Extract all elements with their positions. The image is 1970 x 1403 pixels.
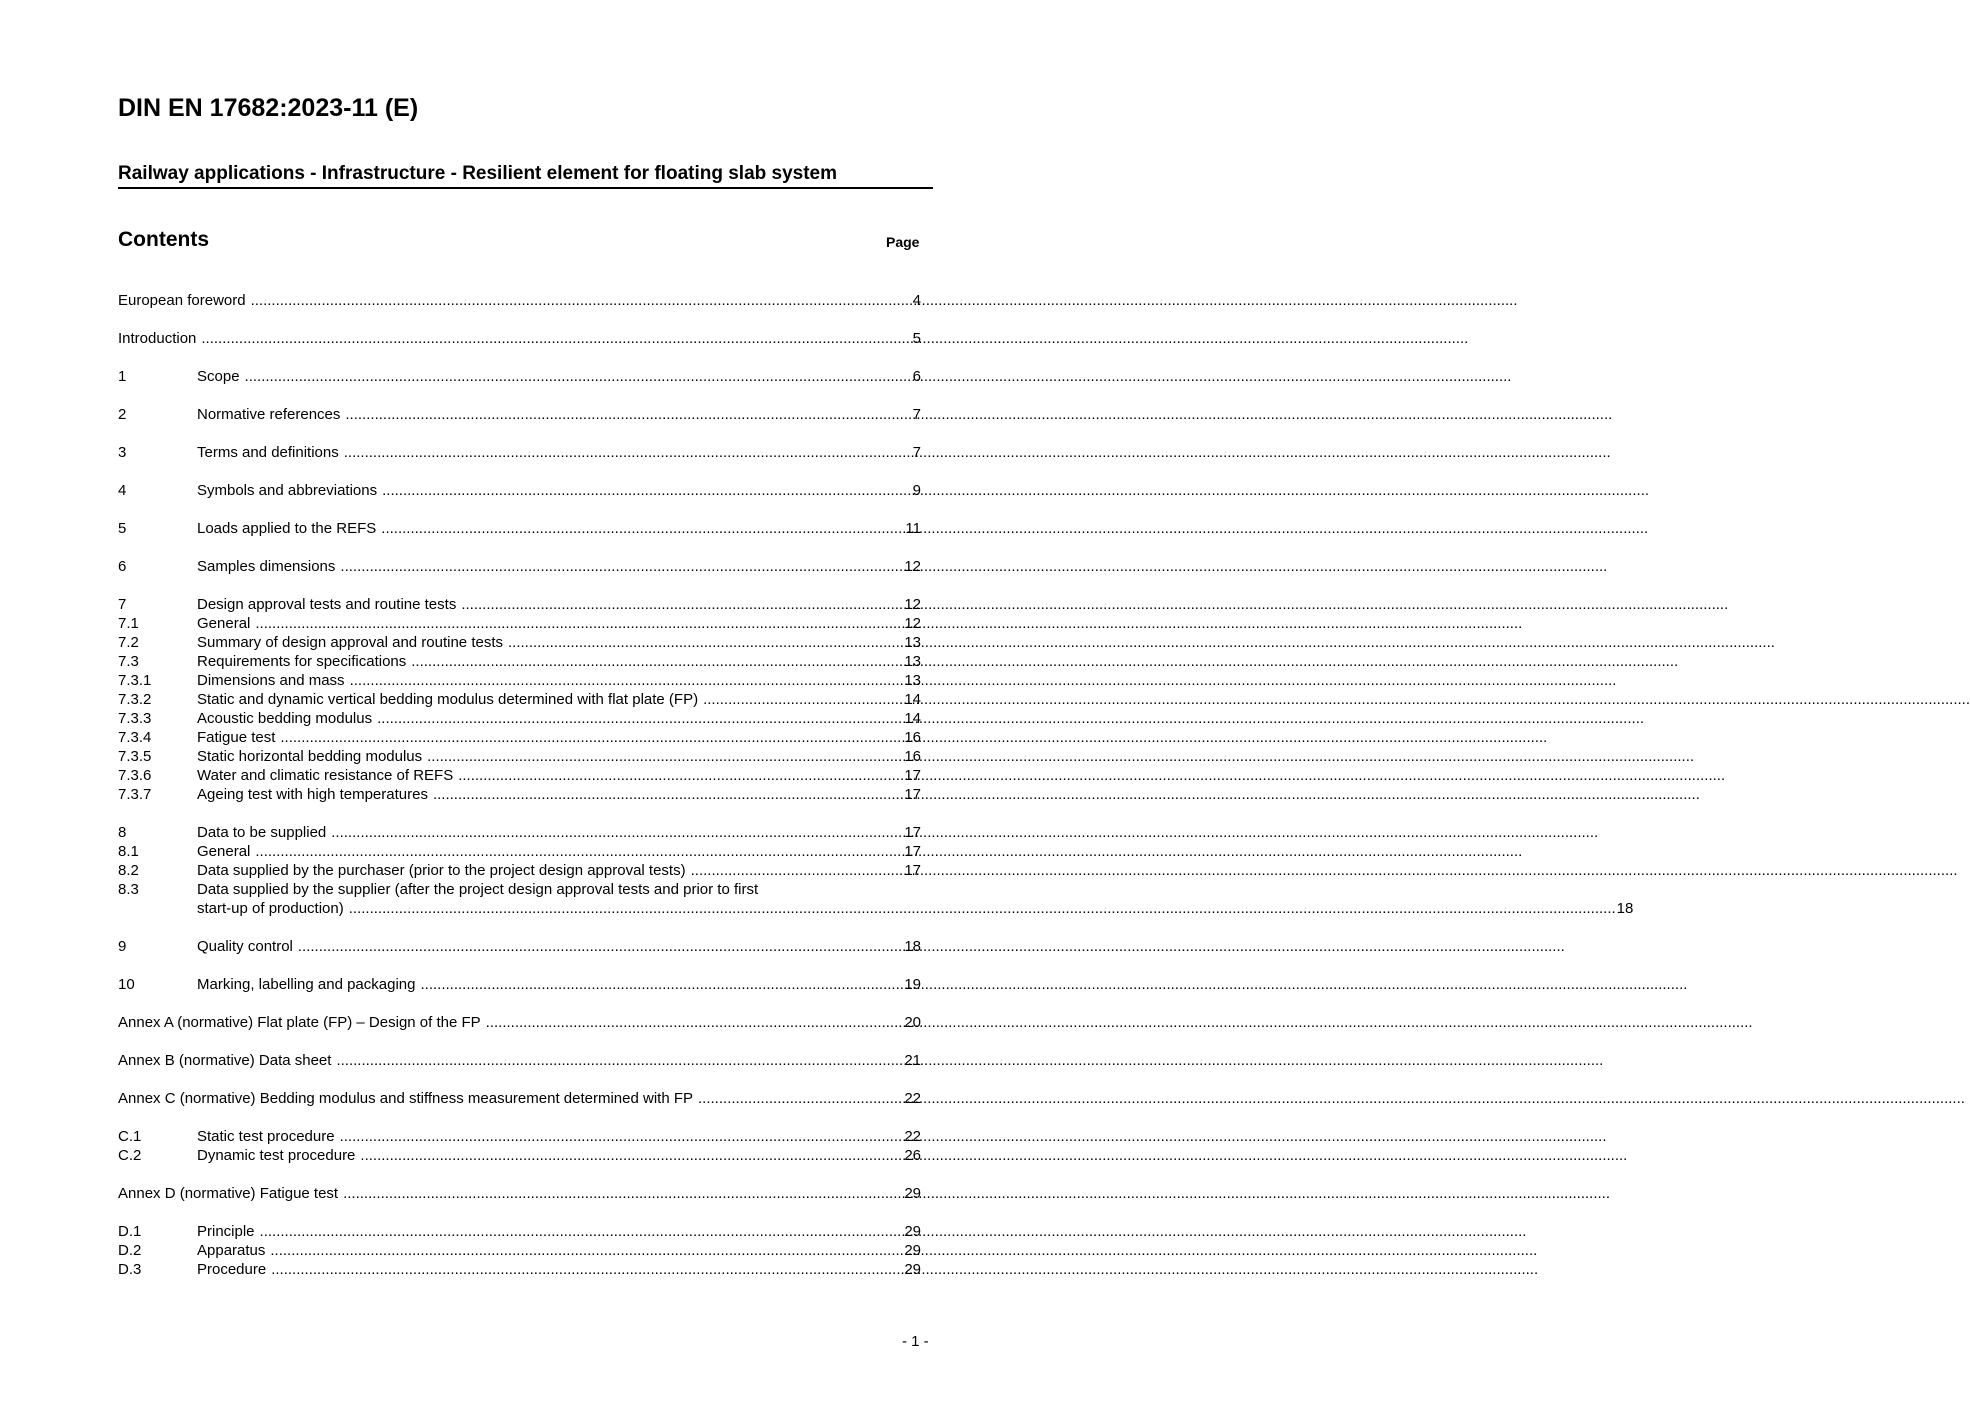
- toc-entry-page: 17: [904, 843, 921, 860]
- toc-entry-number: C.2: [118, 1147, 142, 1164]
- toc-entry-page: 19: [904, 976, 921, 993]
- toc-entry-title: Static horizontal bedding modulus: [197, 748, 423, 765]
- toc-entry-annex-a[interactable]: [118, 1013, 921, 1032]
- toc-entry-title: Annex A (normative) Flat plate (FP) – Design of the FP: [118, 1014, 481, 1031]
- toc-entry-page: 14: [904, 691, 921, 708]
- toc-entry-page: 18: [904, 938, 921, 955]
- toc-entry-number: 7.3: [118, 653, 139, 670]
- toc-entry-5[interactable]: [118, 519, 921, 538]
- toc-entry-1[interactable]: [118, 367, 921, 386]
- toc-entry-page: 29: [904, 1242, 921, 1259]
- toc-entry-page: 17: [904, 824, 921, 841]
- toc-entry-8-2[interactable]: [118, 861, 921, 880]
- toc-entry-page: 20: [904, 1014, 921, 1031]
- toc-entry-title: Static and dynamic vertical bedding modulus determined with flat plate (FP): [197, 691, 699, 708]
- toc-entry-number: 4: [118, 482, 127, 499]
- toc-entry-title: Quality control: [197, 938, 293, 955]
- toc-entry-title: Terms and definitions: [197, 444, 339, 461]
- toc-entry-7-3-4[interactable]: [118, 728, 921, 747]
- toc-entry-number: 3: [118, 444, 127, 461]
- document-title: Railway applications - Infrastructure - Resilient element for floating slab system: [118, 163, 933, 189]
- toc-entry-page: 29: [904, 1185, 921, 1202]
- toc-entry-title: Annex D (normative) Fatigue test: [118, 1185, 339, 1202]
- toc-entry-page: 18: [1616, 900, 1634, 917]
- toc-entry-title: Principle: [197, 1223, 255, 1240]
- toc-entry-10[interactable]: [118, 975, 921, 994]
- toc-entry-title: Marking, labelling and packaging: [197, 976, 416, 993]
- toc-entry-title: Summary of design approval and routine tests: [197, 634, 503, 651]
- page-column-heading: Page: [886, 234, 920, 250]
- toc-entry-8[interactable]: [118, 823, 921, 842]
- toc-entry-8-1[interactable]: [118, 842, 921, 861]
- toc-entry-number: 7.3.4: [118, 729, 152, 746]
- toc-entry-introduction[interactable]: [118, 329, 921, 348]
- toc-entry-title: Dimensions and mass: [197, 672, 345, 689]
- toc-entry-title: Static test procedure: [197, 1128, 335, 1145]
- toc-entry-title-line2: start-up of production): [197, 900, 344, 917]
- toc-entry-2[interactable]: [118, 405, 921, 424]
- toc-entry-number: C.1: [118, 1128, 142, 1145]
- toc-entry-number: 7.3.7: [118, 786, 152, 803]
- toc-entry-page: 12: [904, 558, 921, 575]
- toc-entry-number: 8: [118, 824, 127, 841]
- toc-entry-title: Introduction: [118, 330, 197, 347]
- toc-entry-number: 7.1: [118, 615, 139, 632]
- toc-entry-d-1[interactable]: [118, 1222, 921, 1241]
- toc-entry-title: Ageing test with high temperatures: [197, 786, 428, 803]
- toc-entry-number: 2: [118, 406, 127, 423]
- toc-entry-title: Data to be supplied: [197, 824, 327, 841]
- toc-entry-7-3-7[interactable]: [118, 785, 921, 804]
- toc-entry-c-2[interactable]: [118, 1146, 921, 1165]
- toc-entry-title: Procedure: [197, 1261, 267, 1278]
- table-of-contents: [118, 291, 1634, 1279]
- toc-entry-number: 8.2: [118, 862, 139, 879]
- toc-entry-7-2[interactable]: [118, 633, 921, 652]
- toc-entry-page: 5: [912, 330, 921, 347]
- toc-entry-number: D.3: [118, 1261, 142, 1278]
- toc-entry-page: 13: [904, 634, 921, 651]
- toc-entry-number: 8.1: [118, 843, 139, 860]
- toc-entry-number: 10: [118, 976, 135, 993]
- toc-entry-title: Symbols and abbreviations: [197, 482, 378, 499]
- toc-entry-title: Fatigue test: [197, 729, 276, 746]
- toc-entry-page: 14: [904, 710, 921, 727]
- toc-entry-number: D.2: [118, 1242, 142, 1259]
- toc-entry-page: 12: [904, 615, 921, 632]
- toc-entry-title: Loads applied to the REFS: [197, 520, 377, 537]
- toc-entry-annex-b[interactable]: [118, 1051, 921, 1070]
- toc-entry-6[interactable]: [118, 557, 921, 576]
- toc-entry-page: 16: [904, 729, 921, 746]
- toc-entry-number: 1: [118, 368, 127, 385]
- toc-entry-page: 17: [904, 862, 921, 879]
- toc-entry-title: Apparatus: [197, 1242, 266, 1259]
- toc-entry-page: 9: [912, 482, 921, 499]
- toc-entry-annex-d[interactable]: [118, 1184, 921, 1203]
- toc-entry-d-3[interactable]: [118, 1260, 921, 1279]
- toc-entry-title: General: [197, 843, 251, 860]
- toc-entry-number: 8.3: [118, 881, 139, 898]
- toc-entry-title: Annex B (normative) Data sheet: [118, 1052, 332, 1069]
- toc-entry-c-1[interactable]: [118, 1127, 921, 1146]
- toc-entry-title: Data supplied by the purchaser (prior to the project design approval tests): [197, 862, 686, 879]
- toc-entry-page: 17: [904, 786, 921, 803]
- toc-entry-7-3-5[interactable]: [118, 747, 921, 766]
- toc-entry-annex-c[interactable]: [118, 1089, 921, 1108]
- toc-entry-7-3-2[interactable]: [118, 690, 921, 709]
- document-id: DIN EN 17682:2023-11 (E): [118, 94, 419, 122]
- toc-entry-page: 26: [904, 1147, 921, 1164]
- toc-entry-page: 7: [912, 406, 921, 423]
- toc-entry-page: 13: [904, 653, 921, 670]
- toc-entry-number: 7.3.5: [118, 748, 152, 765]
- toc-entry-page: 22: [904, 1128, 921, 1145]
- toc-entry-title: Design approval tests and routine tests: [197, 596, 457, 613]
- toc-entry-number: 6: [118, 558, 127, 575]
- toc-entry-page: 22: [904, 1090, 921, 1107]
- toc-entry-page: 29: [904, 1261, 921, 1278]
- toc-entry-7[interactable]: [118, 595, 921, 614]
- toc-entry-number: 7.3.2: [118, 691, 152, 708]
- toc-entry-7-3-6[interactable]: [118, 766, 921, 785]
- toc-entry-3[interactable]: [118, 443, 921, 462]
- toc-entry-number: 7.3.3: [118, 710, 152, 727]
- toc-entry-number: D.1: [118, 1223, 142, 1240]
- toc-entry-page: 6: [912, 368, 921, 385]
- toc-entry-number: 7.3.6: [118, 767, 152, 784]
- toc-entry-page: 12: [904, 596, 921, 613]
- toc-entry-7-3[interactable]: [118, 652, 921, 671]
- toc-entry-number: 9: [118, 938, 127, 955]
- toc-entry-title: Requirements for specifications: [197, 653, 407, 670]
- toc-entry-european-foreword[interactable]: [118, 291, 921, 310]
- toc-entry-9[interactable]: [118, 937, 921, 956]
- toc-entry-number: 7.2: [118, 634, 139, 651]
- toc-entry-page: 21: [904, 1052, 921, 1069]
- toc-entry-page: 11: [905, 520, 921, 537]
- toc-entry-page: 29: [904, 1223, 921, 1240]
- toc-entry-number: 7.3.1: [118, 672, 152, 689]
- toc-entry-8-3[interactable]: [118, 880, 1634, 918]
- toc-entry-title: Annex C (normative) Bedding modulus and stiffness measurement determined with FP: [118, 1090, 694, 1107]
- toc-entry-title: European foreword: [118, 292, 246, 309]
- toc-entry-page: 7: [912, 444, 921, 461]
- toc-entry-title: Normative references: [197, 406, 341, 423]
- contents-heading: Contents: [118, 228, 209, 251]
- toc-entry-title: Acoustic bedding modulus: [197, 710, 373, 727]
- toc-entry-title-line1: Data supplied by the supplier (after the project design approval tests and prior to first: [197, 881, 759, 898]
- toc-entry-d-2[interactable]: [118, 1241, 921, 1260]
- toc-entry-7-3-1[interactable]: [118, 671, 921, 690]
- toc-entry-page: 13: [904, 672, 921, 689]
- toc-entry-page: 4: [912, 292, 921, 309]
- toc-entry-title: General: [197, 615, 251, 632]
- toc-entry-4[interactable]: [118, 481, 921, 500]
- page-number: - 1 -: [902, 1333, 929, 1350]
- toc-entry-page: 17: [904, 767, 921, 784]
- toc-entry-title: Water and climatic resistance of REFS: [197, 767, 454, 784]
- toc-entry-7-3-3[interactable]: [118, 709, 921, 728]
- toc-entry-title: Scope: [197, 368, 240, 385]
- toc-entry-number: 5: [118, 520, 127, 537]
- toc-entry-title: Samples dimensions: [197, 558, 336, 575]
- toc-entry-page: 16: [904, 748, 921, 765]
- toc-entry-7-1[interactable]: [118, 614, 921, 633]
- toc-entry-number: 7: [118, 596, 127, 613]
- toc-entry-title: Dynamic test procedure: [197, 1147, 356, 1164]
